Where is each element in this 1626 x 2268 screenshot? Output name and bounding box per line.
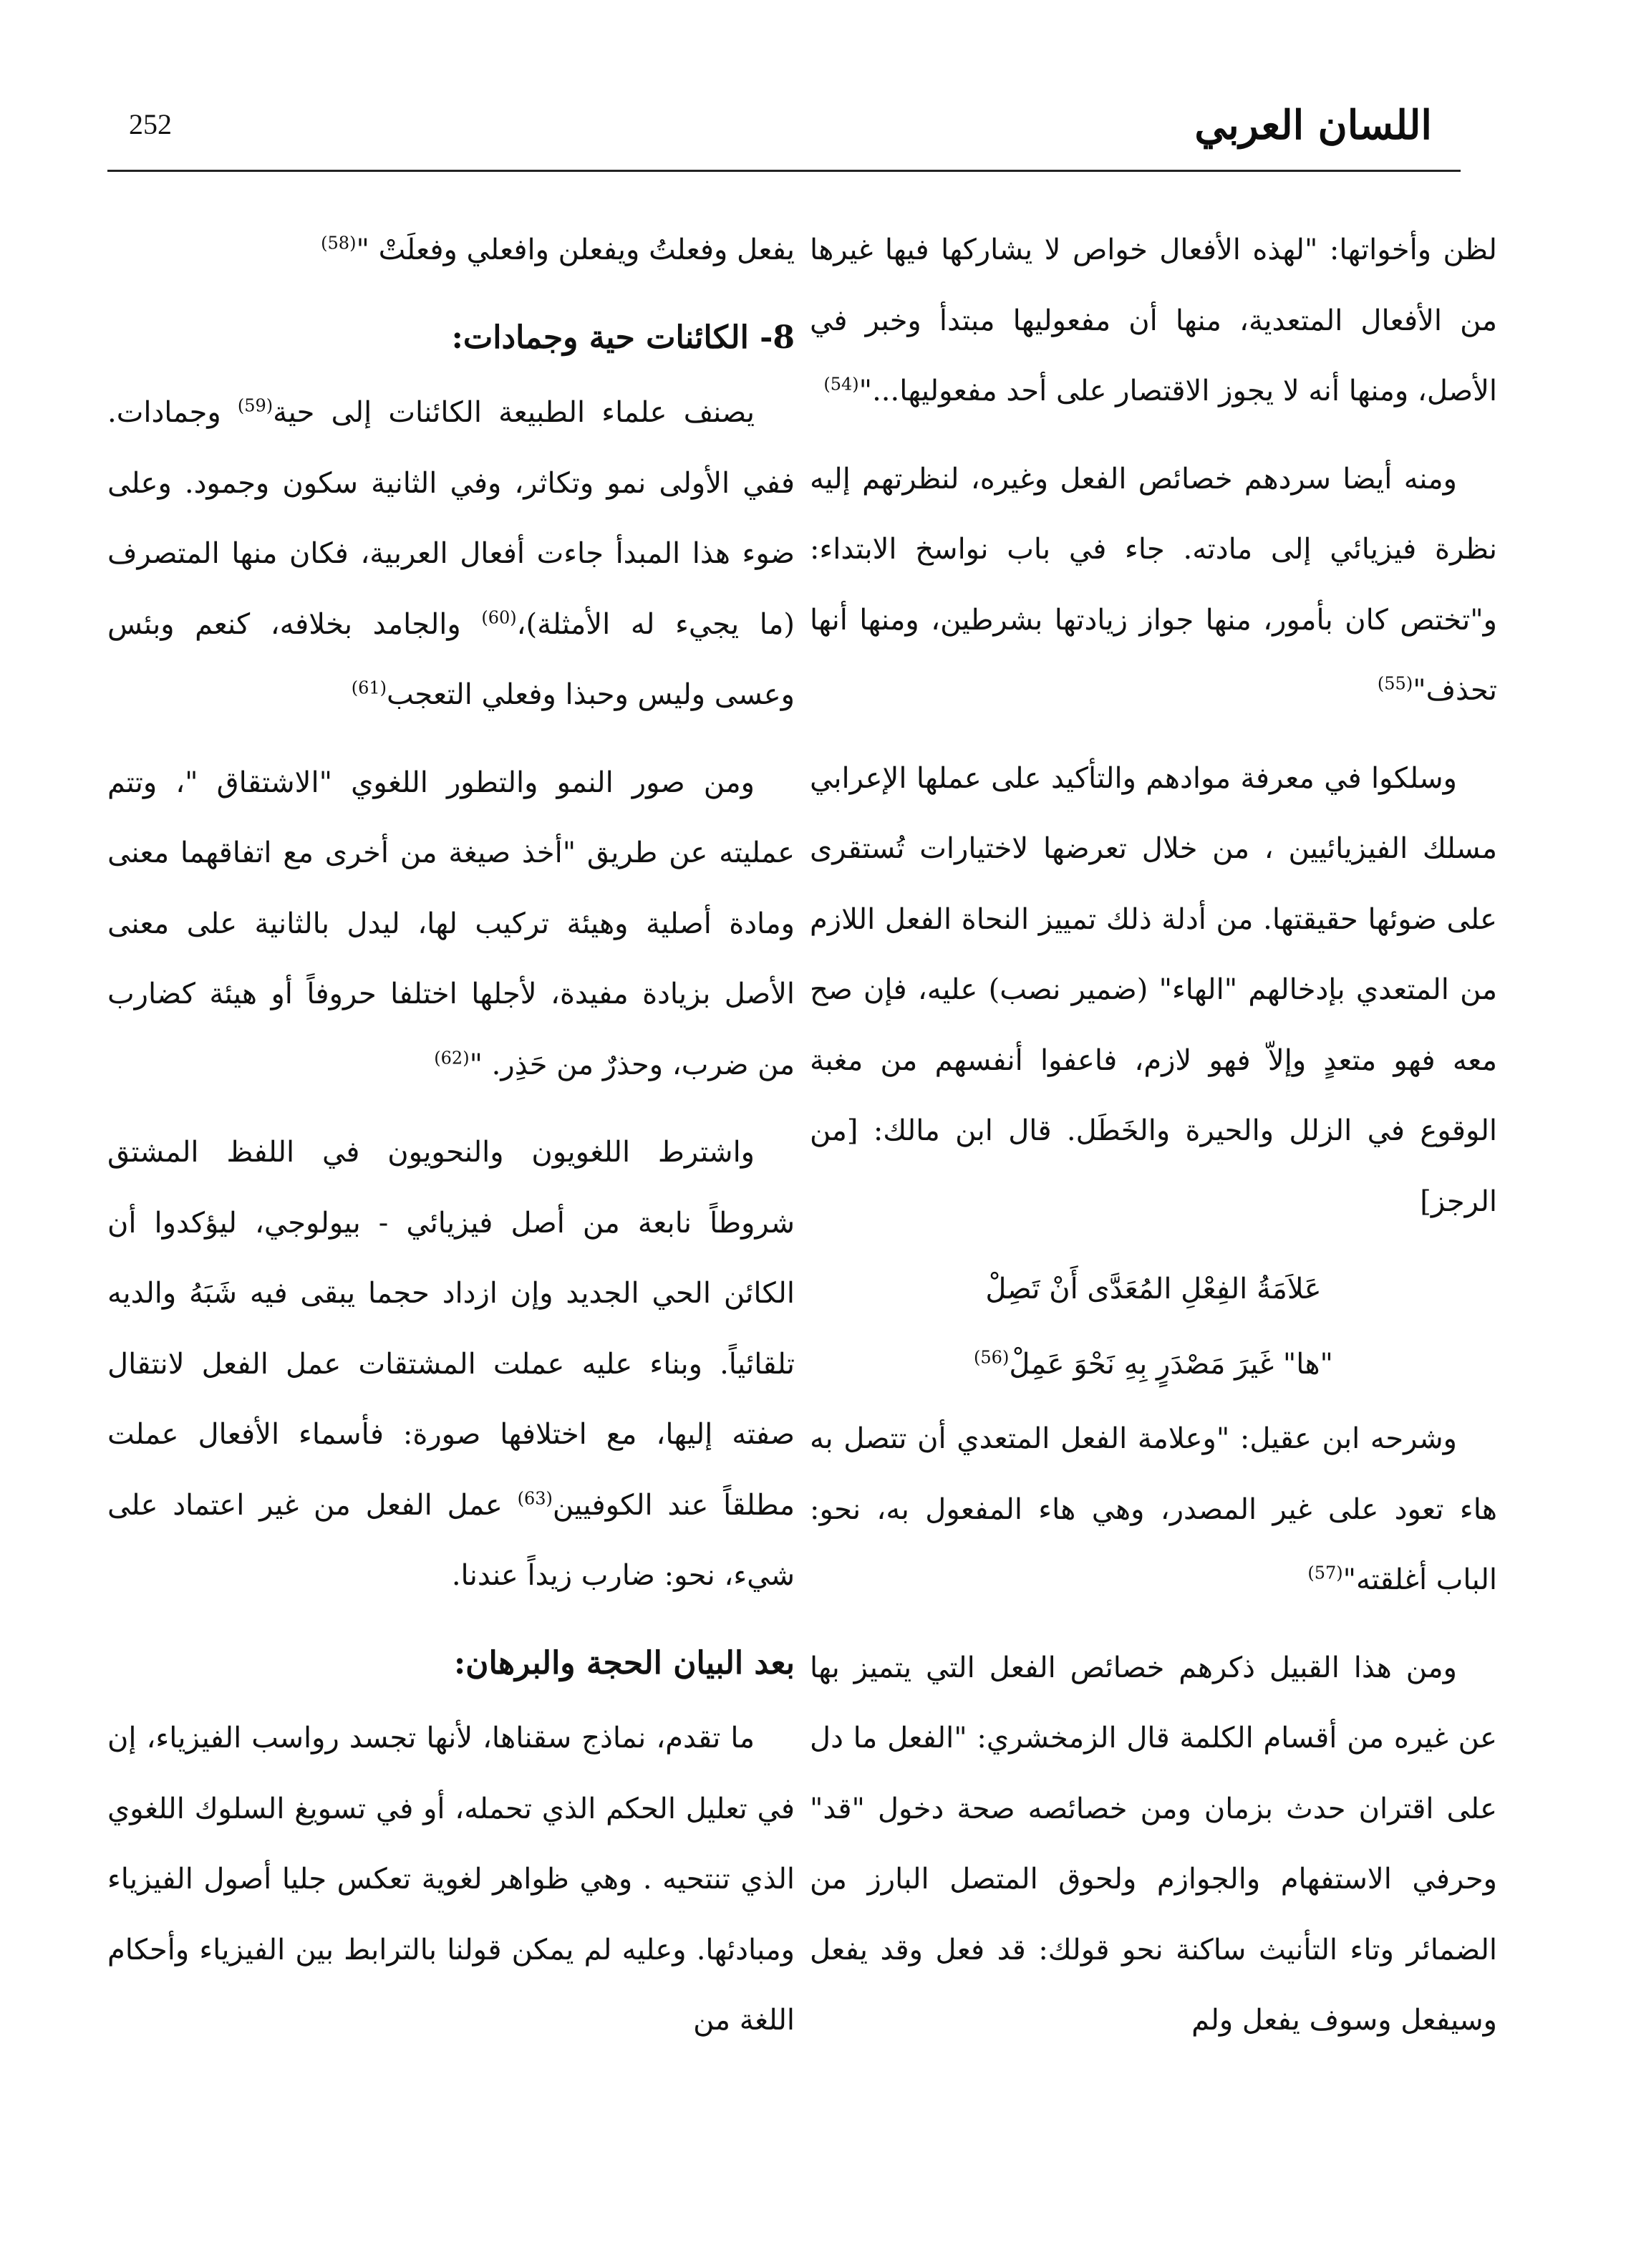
paragraph: [107, 377, 795, 730]
paragraph-text: وشرحه ابن عقيل: "وعلامة الفعل المتعدي أن تتصل به هاء تعود على غير المصدر، وهي هاء المفعول به، نحو: الباب أغلقته": [810, 1422, 1497, 1596]
paragraph-text: وجمادات. ففي الأولى نمو وتكاثر، وفي الثانية سكون وجمود. وعلى ضوء هذا المبدأ جاءت أفعال العربية، فكان منها المتصرف (ما يجيء له الأمثلة)،: [107, 396, 795, 641]
footnote-ref: (58): [321, 233, 357, 254]
paragraph: [810, 215, 1497, 427]
paragraph-text: يصنف علماء الطبيعة الكائنات إلى حية: [273, 396, 755, 429]
paragraph-text: والجامد بخلافه، كنعم وبئس وعسى وليس وحبذا وفعلي التعجب: [107, 607, 795, 711]
paragraph: [107, 215, 795, 286]
page-number: 252: [129, 108, 172, 140]
footnote-ref: (61): [351, 677, 387, 698]
paragraph-text: ومن هذا القبيل ذكرهم خصائص الفعل التي يتميز بها عن غيره من أقسام الكلمة قال الزمخشري: "الفعل ما دل على اقتران حدث بزمان ومن خصائصه صحة دخول "قد" وحرفي الاستفهام والجوازم ولحوق المتصل البارز من الضمائر وتاء التأنيث ساكنة نحو قولك: قد فعل وقد يفعل وسيفعل وسوف يفعل ولم: [810, 1651, 1497, 2037]
footnote-ref: (54): [823, 374, 859, 395]
footnote-ref: (56): [974, 1347, 1010, 1368]
poetry-verse: [810, 1254, 1497, 1325]
paragraph-text: وسلكوا في معرفة موادهم والتأكيد على عملها الإعرابي مسلك الفيزيائيين ، من خلال تعرضها لاختيارات تُستقرى على ضوئها حقيقتها. من أدلة ذلك تمييز النحاة الفعل اللازم من المتعدي بإدخالهم "الهاء" (ضمير نصب) عليه، فإن صح معه فهو متعدٍ وإلاّ فهو لازم، فاعفوا أنفسهم من مغبة الوقوع في الزلل والحيرة والخَطَل. قال ابن مالك: [من الرجز]: [810, 761, 1497, 1218]
paragraph-text: لظن وأخواتها: "لهذه الأفعال خواص لا يشاركها فيها غيرها من الأفعال المتعدية، منها أن مفعوليها مبتدأ وخبر في الأصل، ومنها أنه لا يجوز الاقتصار على أحد مفعوليها...": [810, 233, 1497, 407]
section-heading: 8- الكائنات حية وجمادات:: [451, 319, 795, 356]
header-rule: [107, 170, 1461, 172]
paragraph-text: ومنه أيضا سردهم خصائص الفعل وغيره، لنظرتهم إليه نظرة فيزيائي إلى مادته. جاء في باب نواسخ الابتداء: و"تختص كان بأمور، منها جواز زيادتها بشرطين، ومنها أنها تحذف": [810, 462, 1497, 707]
footnote-ref: (55): [1377, 673, 1413, 694]
paragraph: [810, 743, 1497, 1237]
paragraph: [107, 1117, 795, 1611]
footnote-ref: (60): [481, 607, 517, 628]
section-heading: بعد البيان الحجة والبرهان:: [453, 1644, 795, 1681]
footnote-ref: (59): [237, 395, 274, 416]
paragraph-text: يفعل وفعلتُ ويفعلن وافعلي وفعلَتْ ": [356, 233, 795, 266]
footnote-ref: (63): [517, 1488, 553, 1509]
paragraph: [107, 748, 795, 1101]
paragraph: [810, 1404, 1497, 1616]
paragraph-text: عَلاَمَةُ الفِعْلِ المُعَدَّى أَنْ تَصِلْ: [985, 1273, 1322, 1306]
footnote-ref: (57): [1307, 1563, 1343, 1583]
paragraph-text: ومن صور النمو والتطور اللغوي "الاشتقاق "، وتتم عمليته عن طريق "أخذ صيغة من أخرى مع اتفاقهما معنى ومادة أصلية وهيئة تركيب لها، ليدل بالثانية على معنى الأصل بزيادة مفيدة، لأجلها اختلفا حروفاً أو هيئة كضارب من ضرب، وحذرٌ من حَذِر. ": [107, 766, 795, 1081]
right-column: [810, 215, 1497, 2073]
paragraph: [810, 444, 1497, 726]
paragraph: [810, 1633, 1497, 2056]
page-header: [107, 86, 1461, 172]
poetry-verse: [810, 1329, 1497, 1400]
paragraph-text: واشترط اللغويون والنحويون في اللفظ المشتق شروطاً نابعة من أصل فيزيائي - بيولوجي، ليؤكدوا أن الكائن الحي الجديد وإن ازداد حجما يبقى فيه شَبَهُ والديه تلقائياً. وبناء عليه عملت المشتقات عمل الفعل لانتقال صفته إليها، مع اختلافها صورة: فأسماء الأفعال عملت مطلقاً عند الكوفيين: [107, 1136, 795, 1522]
footnote-ref: (62): [434, 1048, 470, 1068]
paragraph-text: عمل الفعل من غير اعتماد على شيء، نحو: ضارب زيداً عندنا.: [107, 1488, 795, 1592]
journal-title-logo: اللسان العربي: [1194, 102, 1432, 149]
paragraph-text: ما تقدم، نماذج سقناها، لأنها تجسد رواسب الفيزياء، إن في تعليل الحكم الذي تحمله، أو في تسويغ السلوك اللغوي الذي تنتحيه . وهي ظواهر لغوية تعكس جليا أصول الفيزياء ومبادئها. وعليه لم يمكن قولنا بالترابط بين الفيزياء وأحكام اللغة من: [107, 1722, 795, 2037]
left-column: [107, 215, 795, 2073]
paragraph: [107, 1703, 795, 2056]
paragraph-text: "ها" غَيرَ مَصْدَرٍ بِهِ نَحْوَ عَمِلْ: [1009, 1347, 1333, 1381]
